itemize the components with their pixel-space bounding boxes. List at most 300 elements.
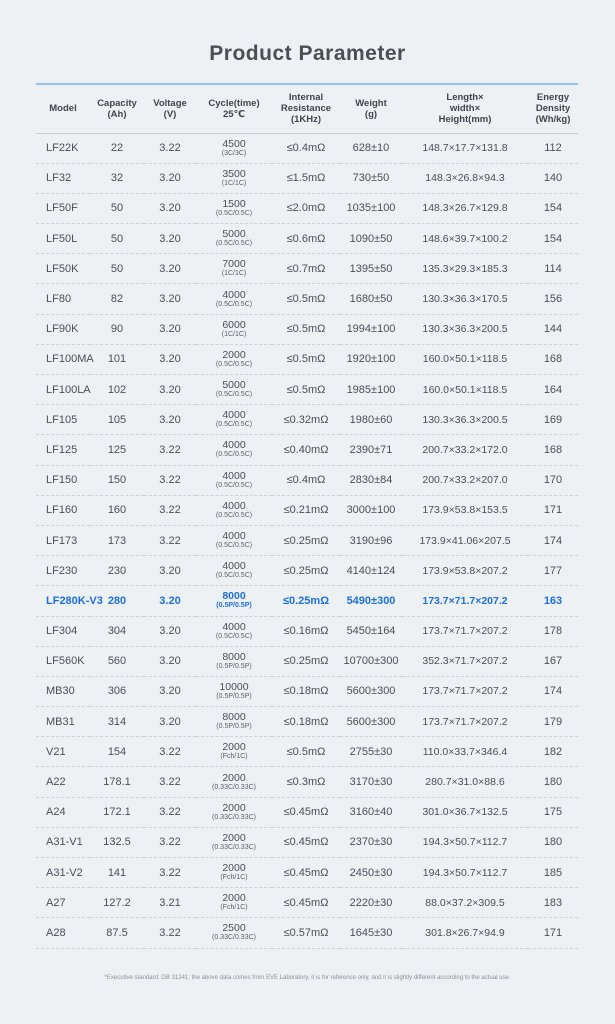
voltage-cell: 3.20 [144,224,196,254]
weight-cell: 1985±100 [340,375,402,405]
voltage-cell: 3.22 [144,737,196,767]
energy-density-cell: 112 [528,133,578,163]
weight-cell: 3000±100 [340,495,402,525]
voltage-cell: 3.22 [144,918,196,948]
cycle-count: 8000 [222,711,246,724]
capacity-cell: 127.2 [90,888,144,918]
header-capacity: Capacity (Ah) [90,84,144,133]
resistance-cell: ≤0.45mΩ [272,827,340,857]
weight-cell: 1994±100 [340,314,402,344]
cycle-rate: (0.5C/0.5C) [215,300,253,308]
page-title: Product Parameter [209,42,406,65]
dimensions-cell: 148.3×26.7×129.8 [402,193,528,223]
resistance-cell: ≤0.32mΩ [272,405,340,435]
energy-density-cell: 154 [528,224,578,254]
cycle-cell [196,797,272,827]
table-row [36,797,578,827]
resistance-cell: ≤0.21mΩ [272,495,340,525]
energy-density-cell: 180 [528,767,578,797]
dimensions-cell: 130.3×36.3×200.5 [402,314,528,344]
energy-density-cell: 171 [528,495,578,525]
model-cell: LF160 [36,495,90,525]
cycle-cell [196,405,272,435]
table-row [36,918,578,948]
weight-cell: 4140±124 [340,556,402,586]
table-row [36,616,578,646]
weight-cell: 5600±300 [340,676,402,706]
cycle-rate: (0.5C/0.5C) [215,360,253,368]
energy-density-cell: 169 [528,405,578,435]
model-cell: LF50L [36,224,90,254]
resistance-cell: ≤1.5mΩ [272,163,340,193]
energy-density-cell: 177 [528,556,578,586]
resistance-cell: ≤0.45mΩ [272,797,340,827]
model-cell: LF100MA [36,344,90,374]
voltage-cell: 3.22 [144,465,196,495]
cycle-cell [196,858,272,888]
resistance-cell: ≤0.5mΩ [272,314,340,344]
energy-density-cell: 175 [528,797,578,827]
energy-density-cell: 164 [528,375,578,405]
cycle-count: 4000 [222,439,246,452]
cycle-rate: (0.5P/0.5P) [216,692,252,700]
dimensions-cell: 301.8×26.7×94.9 [402,918,528,948]
table-row [36,676,578,706]
cycle-rate: (Fch/1C) [220,753,248,761]
voltage-cell: 3.22 [144,435,196,465]
resistance-cell: ≤0.25mΩ [272,586,340,616]
capacity-cell: 105 [90,405,144,435]
weight-cell: 5490±300 [340,586,402,616]
voltage-cell: 3.20 [144,375,196,405]
dimensions-cell: 173.7×71.7×207.2 [402,586,528,616]
footnote: *Executive standard: GB 31241; the above data comes from EVE Laboratory, it is for reference only, and it is slightly different according to the actual use. [104,975,511,981]
capacity-cell: 280 [90,586,144,616]
cycle-rate: (0.5C/0.5C) [215,421,253,429]
weight-cell: 2370±30 [340,827,402,857]
header-voltage: Voltage (V) [144,84,196,133]
resistance-cell: ≤0.5mΩ [272,344,340,374]
resistance-cell: ≤0.45mΩ [272,888,340,918]
cycle-cell [196,707,272,737]
model-cell: LF105 [36,405,90,435]
energy-density-cell: 170 [528,465,578,495]
energy-density-cell: 168 [528,344,578,374]
model-cell: LF80 [36,284,90,314]
cycle-count: 8000 [222,590,246,603]
capacity-cell: 82 [90,284,144,314]
weight-cell: 730±50 [340,163,402,193]
resistance-cell: ≤0.25mΩ [272,646,340,676]
weight-cell: 2830±84 [340,465,402,495]
weight-cell: 2755±30 [340,737,402,767]
resistance-cell: ≤0.45mΩ [272,858,340,888]
capacity-cell: 101 [90,344,144,374]
header-model: Model [36,84,90,133]
resistance-cell: ≤0.40mΩ [272,435,340,465]
dimensions-cell: 160.0×50.1×118.5 [402,375,528,405]
cycle-count: 4000 [222,530,246,543]
cycle-count: 2000 [222,741,246,754]
voltage-cell: 3.20 [144,193,196,223]
cycle-rate: (0.5C/0.5C) [215,511,253,519]
table-row [36,254,578,284]
cycle-cell [196,224,272,254]
energy-density-cell: 114 [528,254,578,284]
cycle-count: 4000 [222,499,246,512]
weight-cell: 1680±50 [340,284,402,314]
table-row [36,858,578,888]
resistance-cell: ≤0.57mΩ [272,918,340,948]
cycle-count: 4000 [222,469,246,482]
cycle-cell [196,495,272,525]
cycle-cell [196,525,272,555]
model-cell: A31-V2 [36,858,90,888]
energy-density-cell: 182 [528,737,578,767]
model-cell: A24 [36,797,90,827]
product-parameter-table [36,83,578,949]
weight-cell: 5450±164 [340,616,402,646]
cycle-count: 8000 [222,650,246,663]
table-body [36,133,578,948]
cycle-rate: (0.5P/0.5P) [216,723,252,731]
energy-density-cell: 156 [528,284,578,314]
cycle-rate: (0.33C/0.33C) [212,783,256,791]
weight-cell: 628±10 [340,133,402,163]
model-cell: A28 [36,918,90,948]
cycle-cell [196,314,272,344]
capacity-cell: 172.1 [90,797,144,827]
model-cell: LF230 [36,556,90,586]
cycle-rate: (0.33C/0.33C) [212,843,256,851]
dimensions-cell: 194.3×50.7×112.7 [402,827,528,857]
cycle-cell [196,646,272,676]
resistance-cell: ≤0.3mΩ [272,767,340,797]
capacity-cell: 150 [90,465,144,495]
capacity-cell: 132.5 [90,827,144,857]
table-row [36,646,578,676]
cycle-cell [196,254,272,284]
voltage-cell: 3.22 [144,495,196,525]
model-cell: MB31 [36,707,90,737]
resistance-cell: ≤0.7mΩ [272,254,340,284]
header-internal-resistance: Internal Resistance (1KHz) [272,84,340,133]
capacity-cell: 90 [90,314,144,344]
cycle-count: 6000 [222,318,246,331]
cycle-rate: (0.5C/0.5C) [215,572,253,580]
model-cell: A31-V1 [36,827,90,857]
table-row [36,888,578,918]
cycle-rate: (0.5C/0.5C) [215,632,253,640]
model-cell: LF560K [36,646,90,676]
voltage-cell: 3.20 [144,707,196,737]
capacity-cell: 141 [90,858,144,888]
cycle-rate: (0.5C/0.5C) [215,451,253,459]
capacity-cell: 87.5 [90,918,144,948]
energy-density-cell: 167 [528,646,578,676]
cycle-count: 4000 [222,288,246,301]
dimensions-cell: 110.0×33.7×346.4 [402,737,528,767]
voltage-cell: 3.20 [144,254,196,284]
cycle-count: 10000 [219,680,249,693]
header-energy-density: Energy Density (Wh/kg) [528,84,578,133]
energy-density-cell: 163 [528,586,578,616]
cycle-cell [196,918,272,948]
table-row [36,344,578,374]
table-row [36,767,578,797]
energy-density-cell: 144 [528,314,578,344]
table-row [36,435,578,465]
weight-cell: 5600±300 [340,707,402,737]
resistance-cell: ≤0.6mΩ [272,224,340,254]
voltage-cell: 3.22 [144,767,196,797]
header-cycle: Cycle(time) 25℃ [196,84,272,133]
table-row [36,707,578,737]
table-row [36,163,578,193]
energy-density-cell: 168 [528,435,578,465]
dimensions-cell: 301.0×36.7×132.5 [402,797,528,827]
energy-density-cell: 185 [528,858,578,888]
voltage-cell: 3.20 [144,314,196,344]
model-cell: LF100LA [36,375,90,405]
cycle-count: 3500 [222,167,246,180]
model-cell: LF304 [36,616,90,646]
capacity-cell: 32 [90,163,144,193]
weight-cell: 1920±100 [340,344,402,374]
cycle-count: 2000 [222,892,246,905]
dimensions-cell: 173.9×41.06×207.5 [402,525,528,555]
dimensions-cell: 173.9×53.8×207.2 [402,556,528,586]
weight-cell: 1980±60 [340,405,402,435]
cycle-cell [196,193,272,223]
energy-density-cell: 179 [528,707,578,737]
cycle-rate: (3C/3C) [221,149,247,157]
voltage-cell: 3.20 [144,284,196,314]
model-cell: V21 [36,737,90,767]
weight-cell: 1090±50 [340,224,402,254]
table-row [36,737,578,767]
capacity-cell: 50 [90,224,144,254]
table-row [36,405,578,435]
weight-cell: 2450±30 [340,858,402,888]
model-cell: LF32 [36,163,90,193]
dimensions-cell: 130.3×36.3×200.5 [402,405,528,435]
voltage-cell: 3.21 [144,888,196,918]
weight-cell: 1035±100 [340,193,402,223]
cycle-count: 7000 [222,258,246,271]
energy-density-cell: 174 [528,676,578,706]
capacity-cell: 314 [90,707,144,737]
voltage-cell: 3.22 [144,797,196,827]
cycle-rate: (0.33C/0.33C) [212,934,256,942]
weight-cell: 1395±50 [340,254,402,284]
cycle-count: 4000 [222,620,246,633]
capacity-cell: 160 [90,495,144,525]
capacity-cell: 125 [90,435,144,465]
resistance-cell: ≤0.5mΩ [272,375,340,405]
dimensions-cell: 173.9×53.8×153.5 [402,495,528,525]
table-row [36,284,578,314]
voltage-cell: 3.22 [144,525,196,555]
voltage-cell: 3.22 [144,827,196,857]
dimensions-cell: 173.7×71.7×207.2 [402,676,528,706]
model-cell: A27 [36,888,90,918]
capacity-cell: 306 [90,676,144,706]
resistance-cell: ≤0.16mΩ [272,616,340,646]
model-cell: LF50K [36,254,90,284]
dimensions-cell: 148.6×39.7×100.2 [402,224,528,254]
cycle-cell [196,465,272,495]
energy-density-cell: 154 [528,193,578,223]
capacity-cell: 173 [90,525,144,555]
cycle-count: 2500 [222,922,246,935]
cycle-rate: (0.5P/0.5P) [216,662,252,670]
voltage-cell: 3.20 [144,556,196,586]
table-row [36,224,578,254]
voltage-cell: 3.20 [144,586,196,616]
model-cell: A22 [36,767,90,797]
cycle-count: 2000 [222,831,246,844]
voltage-cell: 3.20 [144,163,196,193]
cycle-cell [196,284,272,314]
model-cell: LF22K [36,133,90,163]
cycle-count: 5000 [222,379,246,392]
cycle-rate: (0.5C/0.5C) [215,240,253,248]
table-row [36,525,578,555]
dimensions-cell: 148.7×17.7×131.8 [402,133,528,163]
energy-density-cell: 174 [528,525,578,555]
cycle-rate: (0.5C/0.5C) [215,391,253,399]
resistance-cell: ≤0.4mΩ [272,465,340,495]
cycle-count: 2000 [222,771,246,784]
resistance-cell: ≤0.25mΩ [272,525,340,555]
capacity-cell: 230 [90,556,144,586]
weight-cell: 10700±300 [340,646,402,676]
cycle-cell [196,888,272,918]
energy-density-cell: 171 [528,918,578,948]
dimensions-cell: 173.7×71.7×207.2 [402,616,528,646]
dimensions-cell: 194.3×50.7×112.7 [402,858,528,888]
header-weight: Weight (g) [340,84,402,133]
cycle-cell [196,375,272,405]
cycle-count: 2000 [222,348,246,361]
weight-cell: 2220±30 [340,888,402,918]
capacity-cell: 50 [90,254,144,284]
table-row [36,495,578,525]
resistance-cell: ≤0.25mΩ [272,556,340,586]
cycle-rate: (Fch/1C) [220,904,248,912]
dimensions-cell: 160.0×50.1×118.5 [402,344,528,374]
dimensions-cell: 88.0×37.2×309.5 [402,888,528,918]
dimensions-cell: 135.3×29.3×185.3 [402,254,528,284]
cycle-cell [196,827,272,857]
voltage-cell: 3.20 [144,344,196,374]
voltage-cell: 3.22 [144,858,196,888]
cycle-rate: (0.5C/0.5C) [215,542,253,550]
cycle-count: 4000 [222,409,246,422]
resistance-cell: ≤0.4mΩ [272,133,340,163]
voltage-cell: 3.20 [144,676,196,706]
model-cell: LF173 [36,525,90,555]
table-row [36,314,578,344]
resistance-cell: ≤2.0mΩ [272,193,340,223]
cycle-rate: (1C/1C) [221,270,247,278]
model-cell: LF280K-V3 [36,586,90,616]
energy-density-cell: 140 [528,163,578,193]
cycle-cell [196,767,272,797]
weight-cell: 2390±71 [340,435,402,465]
dimensions-cell: 173.7×71.7×207.2 [402,707,528,737]
table-row [36,586,578,616]
capacity-cell: 50 [90,193,144,223]
capacity-cell: 178.1 [90,767,144,797]
table-row [36,827,578,857]
cycle-rate: (1C/1C) [221,179,247,187]
voltage-cell: 3.20 [144,646,196,676]
cycle-count: 2000 [222,801,246,814]
cycle-cell [196,133,272,163]
voltage-cell: 3.22 [144,133,196,163]
capacity-cell: 304 [90,616,144,646]
cycle-cell [196,344,272,374]
capacity-cell: 154 [90,737,144,767]
capacity-cell: 102 [90,375,144,405]
energy-density-cell: 183 [528,888,578,918]
cycle-rate: (0.33C/0.33C) [212,813,256,821]
capacity-cell: 22 [90,133,144,163]
table-row [36,193,578,223]
model-cell: MB30 [36,676,90,706]
cycle-count: 5000 [222,228,246,241]
resistance-cell: ≤0.5mΩ [272,284,340,314]
cycle-count: 4500 [222,137,246,150]
weight-cell: 1645±30 [340,918,402,948]
cycle-cell [196,435,272,465]
table-row [36,465,578,495]
model-cell: LF125 [36,435,90,465]
cycle-rate: (Fch/1C) [220,874,248,882]
cycle-cell [196,737,272,767]
voltage-cell: 3.20 [144,405,196,435]
cycle-count: 1500 [222,197,246,210]
capacity-cell: 560 [90,646,144,676]
cycle-count: 2000 [222,862,246,875]
resistance-cell: ≤0.18mΩ [272,676,340,706]
table-row [36,556,578,586]
cycle-rate: (0.5P/0.5P) [216,602,252,610]
model-cell: LF90K [36,314,90,344]
table-row [36,375,578,405]
energy-density-cell: 180 [528,827,578,857]
dimensions-cell: 148.3×26.8×94.3 [402,163,528,193]
table-row [36,133,578,163]
voltage-cell: 3.20 [144,616,196,646]
cycle-cell [196,676,272,706]
energy-density-cell: 178 [528,616,578,646]
weight-cell: 3190±96 [340,525,402,555]
cycle-rate: (1C/1C) [221,330,247,338]
cycle-cell [196,556,272,586]
dimensions-cell: 200.7×33.2×207.0 [402,465,528,495]
dimensions-cell: 280.7×31.0×88.6 [402,767,528,797]
cycle-cell [196,616,272,646]
cycle-rate: (0.5C/0.5C) [215,481,253,489]
cycle-cell [196,163,272,193]
header-dimensions: Length× width× Height(mm) [402,84,528,133]
cycle-cell [196,586,272,616]
model-cell: LF150 [36,465,90,495]
table-header-row [36,84,578,133]
